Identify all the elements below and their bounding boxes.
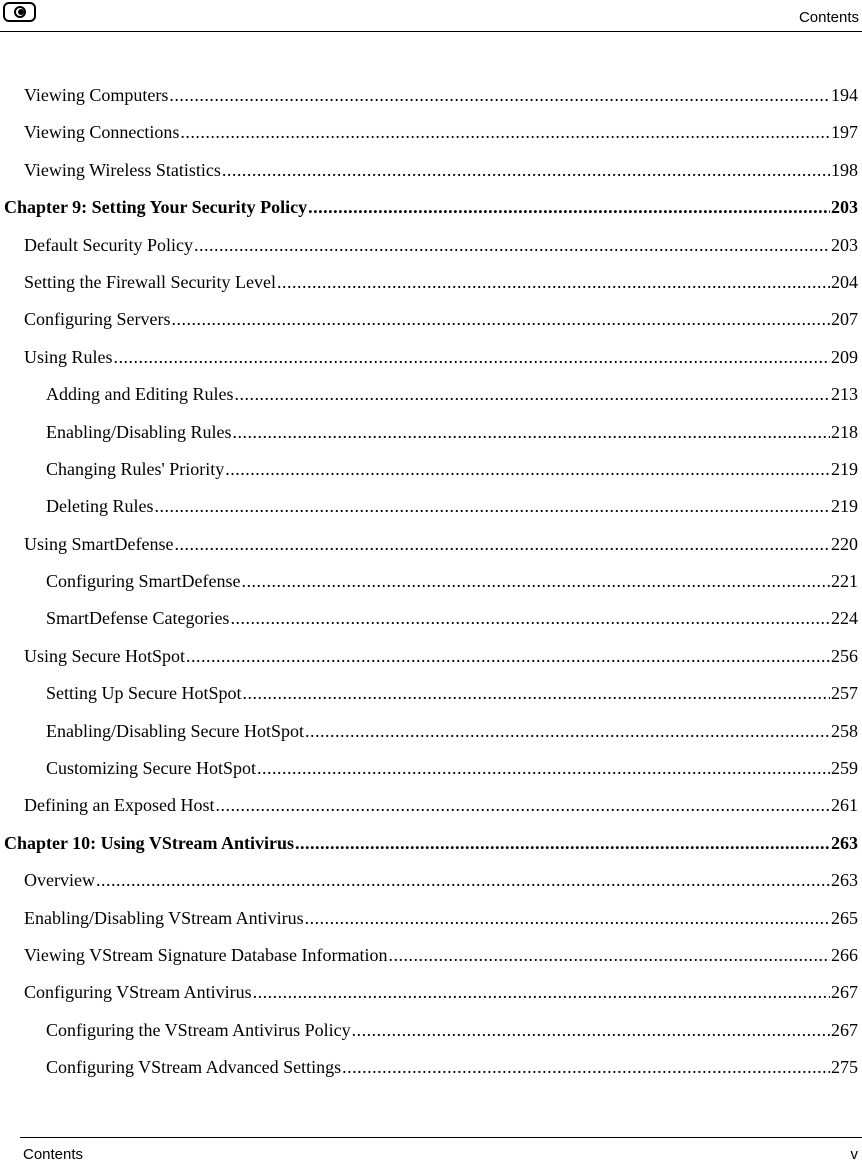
toc-entry-page: 256 [831,645,858,666]
toc-entry-page: 219 [831,496,858,517]
toc-entry-title: Enabling/Disabling Secure HotSpot [46,720,304,741]
toc-entry-page: 224 [831,608,858,629]
toc-entry-title: Default Security Policy [24,234,193,255]
toc-entry-page: 263 [831,832,858,853]
toc-dot-leader [230,604,830,632]
toc-entry[interactable] [0,978,862,1015]
toc-entry[interactable] [0,1016,862,1053]
checkpoint-logo-icon [3,2,36,22]
toc-entry-page: 267 [831,982,858,1003]
toc-entry-page: 221 [831,571,858,592]
toc-entry-title: Chapter 10: Using VStream Antivirus [4,832,295,853]
toc-entry-title: Adding and Editing Rules [46,384,234,405]
toc-dot-leader [222,156,830,184]
toc-entry-page: 203 [831,197,858,218]
toc-dot-leader [215,791,830,819]
toc-dot-leader [225,455,830,483]
toc-dot-leader [114,343,830,371]
toc-entry-title: Deleting Rules [46,496,154,517]
toc-entry[interactable] [0,791,862,828]
toc-dot-leader [305,717,830,745]
toc-entry-title: SmartDefense Categories [46,608,230,629]
toc-entry[interactable] [0,81,862,118]
toc-entry-page: 207 [831,309,858,330]
toc-entry-title: Enabling/Disabling VStream Antivirus [24,907,304,928]
toc-dot-leader [308,193,830,221]
toc-dot-leader [257,754,830,782]
toc-entry-title: Configuring Servers [24,309,171,330]
toc-dot-leader [235,380,831,408]
page-footer [20,1137,862,1163]
toc-entry[interactable] [0,604,862,641]
header-title: Contents [798,9,859,26]
toc-entry[interactable] [0,455,862,492]
toc-dot-leader [169,81,830,109]
toc-entry-title: Viewing Computers [24,85,169,105]
toc-entry-page: 275 [831,1057,858,1078]
toc-entry-page: 219 [831,458,858,479]
toc-dot-leader [194,231,830,259]
toc-entry-page: 198 [831,159,858,180]
toc-entry[interactable] [0,717,862,754]
toc-entry[interactable] [0,492,862,529]
toc-entry-title: Using Rules [24,346,113,367]
toc-dot-leader [180,118,830,146]
toc-entry-page: 203 [831,234,858,255]
toc-entry-title: Configuring the VStream Antivirus Policy [46,1019,351,1040]
toc-entry-title: Configuring SmartDefense [46,571,241,592]
toc-entry-page: 209 [831,346,858,367]
toc-entry-title: Customizing Secure HotSpot [46,758,256,779]
toc-dot-leader [96,866,830,894]
toc-entry-title: Using SmartDefense [24,533,174,554]
toc-dot-leader [241,567,830,595]
page-header [0,0,862,32]
toc-chapter-entry[interactable] [0,193,862,230]
toc-entry-page: 259 [831,758,858,779]
toc-entry-title: Defining an Exposed Host [24,795,215,816]
toc-entry-page: 213 [831,384,858,405]
toc-entry-page: 261 [831,795,858,816]
toc-entry[interactable] [0,380,862,417]
toc-entry-page: 218 [831,421,858,442]
toc-entry-title: Setting the Firewall Security Level [24,271,276,292]
toc-entry[interactable] [0,679,862,716]
toc-entry-title: Viewing VStream Signature Database Information [24,944,388,965]
footer-page-number: v [850,1146,858,1163]
toc-entry-page: 266 [831,944,858,965]
toc-dot-leader [154,492,830,520]
toc-entry[interactable] [0,118,862,155]
toc-dot-leader [342,1053,830,1081]
toc-dot-leader [352,1016,830,1044]
toc-entry-page: 263 [831,870,858,891]
toc-entry[interactable] [0,418,862,455]
toc-dot-leader [305,904,830,932]
toc-entry-page: 257 [831,683,858,704]
toc-dot-leader [232,418,830,446]
toc-entry[interactable] [0,343,862,380]
toc-entry-title: Changing Rules' Priority [46,458,225,479]
toc-dot-leader [186,642,830,670]
table-of-contents [0,81,862,1091]
footer-section-title: Contents [23,1146,84,1163]
toc-entry[interactable] [0,567,862,604]
toc-entry-title: Configuring VStream Advanced Settings [46,1057,342,1078]
toc-entry-page: 267 [831,1019,858,1040]
toc-entry[interactable] [0,866,862,903]
toc-entry-title: Viewing Wireless Statistics [24,159,221,180]
toc-dot-leader [171,305,830,333]
toc-entry[interactable] [0,231,862,268]
toc-dot-leader [295,829,830,857]
toc-dot-leader [277,268,830,296]
toc-entry-title: Setting Up Secure HotSpot [46,683,242,704]
toc-entry[interactable] [0,156,862,193]
toc-dot-leader [253,978,830,1006]
toc-entry-page: 194 [831,85,858,105]
toc-entry[interactable] [0,305,862,342]
toc-entry[interactable] [0,530,862,567]
toc-chapter-entry[interactable] [0,829,862,866]
toc-entry[interactable] [0,904,862,941]
toc-entry-title: Configuring VStream Antivirus [24,982,252,1003]
toc-dot-leader [174,530,830,558]
toc-entry-page: 220 [831,533,858,554]
toc-entry-page: 265 [831,907,858,928]
toc-entry-page: 258 [831,720,858,741]
toc-entry-title: Chapter 9: Setting Your Security Policy [4,197,308,218]
toc-entry[interactable] [0,1053,862,1090]
toc-entry[interactable] [0,941,862,978]
toc-entry[interactable] [0,642,862,679]
toc-entry-title: Viewing Connections [24,122,180,143]
toc-dot-leader [389,941,831,969]
toc-entry[interactable] [0,754,862,791]
toc-dot-leader [243,679,831,707]
toc-entry-title: Overview [24,870,95,891]
toc-entry-title: Using Secure HotSpot [24,645,185,666]
toc-entry-page: 204 [831,271,858,292]
toc-entry[interactable] [0,268,862,305]
toc-entry-page: 197 [831,122,858,143]
toc-entry-title: Enabling/Disabling Rules [46,421,232,442]
